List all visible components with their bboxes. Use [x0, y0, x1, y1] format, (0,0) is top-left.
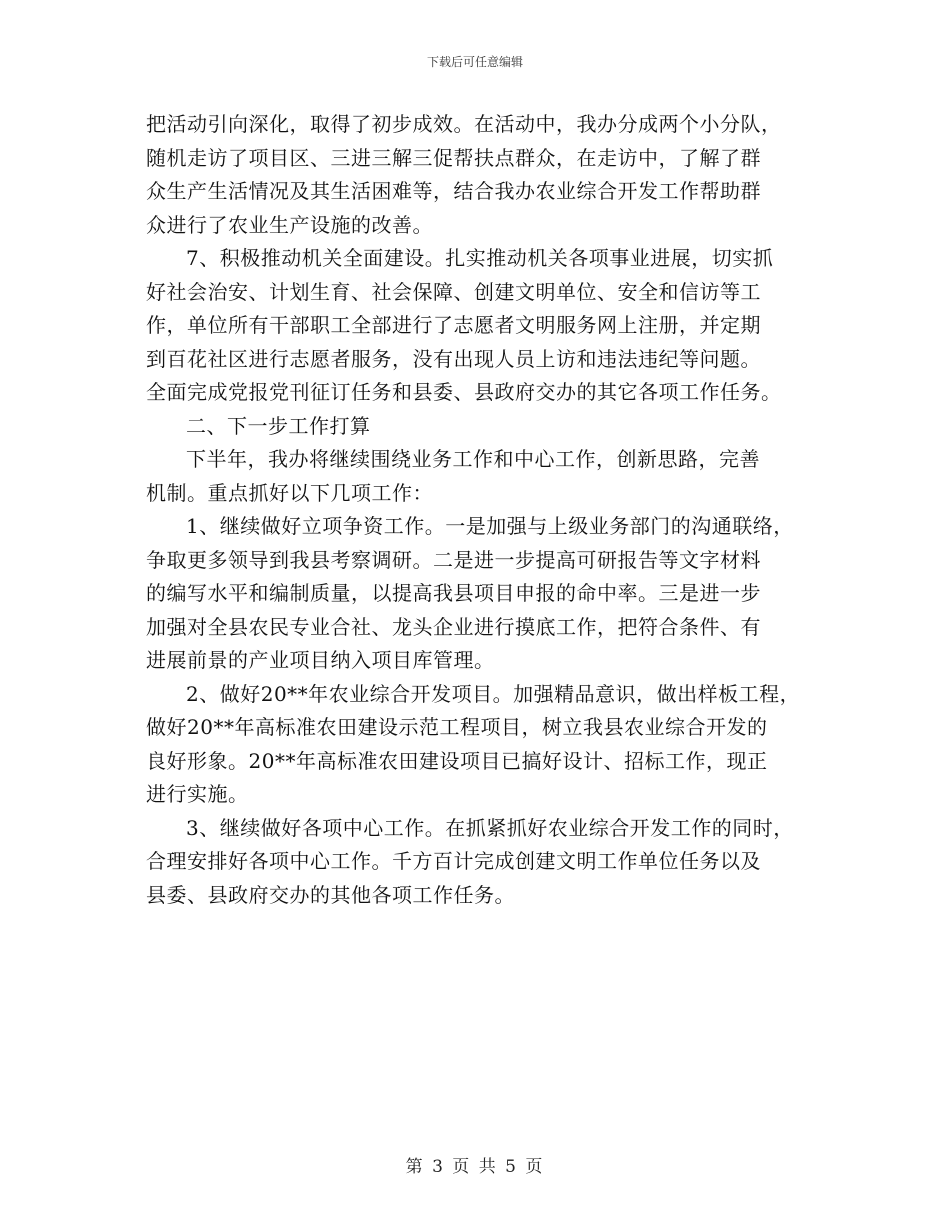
document-body — [146, 108, 836, 912]
text-line: 进行实施。 — [146, 782, 249, 806]
text-line: 进展前景的产业项目纳入项目库管理。 — [146, 648, 495, 672]
text-line: 7、积极推动机关全面建设。扎实推动机关各项事业进展，切实抓 — [186, 246, 774, 270]
text-line: 到百花社区进行志愿者服务，没有出现人员上访和违法违纪等问题。 — [146, 346, 761, 371]
text-line: 县委、县政府交办的其他各项工作任务。 — [146, 882, 515, 907]
text-line: 下半年，我办将继续围绕业务工作和中心工作，创新思路，完善 — [186, 447, 760, 471]
text-line: 的编写水平和编制质量，以提高我县项目申报的命中率。三是进一步 — [146, 581, 761, 605]
text-line: 好社会治安、计划生育、社会保障、创建文明单位、安全和信访等工 — [146, 279, 761, 304]
page-number-footer: 第 3 页 共 5 页 — [405, 1157, 545, 1177]
text-line: 众生产生活情况及其生活困难等，结合我办农业综合开发工作帮助群 — [146, 179, 761, 203]
text-line: 2、做好20**年农业综合开发项目。加强精品意识，做出样板工程， — [186, 681, 801, 706]
text-line: 做好20**年高标准农田建设示范工程项目，树立我县农业综合开发的 — [146, 715, 768, 739]
page-header-note: 下载后可任意编辑 — [426, 55, 523, 69]
text-line: 作，单位所有干部职工全部进行了志愿者文明服务网上注册，并定期 — [146, 313, 761, 337]
text-line: 合理安排好各项中心工作。千方百计完成创建文明工作单位任务以及 — [146, 849, 761, 873]
text-line: 众进行了农业生产设施的改善。 — [146, 212, 433, 237]
text-line: 把活动引向深化，取得了初步成效。在活动中，我办分成两个小分队， — [146, 112, 782, 136]
text-line: 1、继续做好立项争资工作。一是加强与上级业务部门的沟通联络， — [186, 514, 794, 538]
text-line: 争取更多领导到我县考察调研。二是进一步提高可研报告等文字材料 — [146, 547, 761, 572]
text-line: 随机走访了项目区、三进三解三促帮扶点群众，在走访中，了解了群 — [146, 145, 761, 170]
text-line: 全面完成党报党刊征订任务和县委、县政府交办的其它各项工作任务。 — [146, 380, 782, 404]
text-line: 机制。重点抓好以下几项工作： — [146, 480, 433, 505]
text-line: 3、继续做好各项中心工作。在抓紧抓好农业综合开发工作的同时， — [186, 815, 794, 840]
section-heading: 二、下一步工作打算 — [186, 413, 371, 438]
text-line: 加强对全县农民专业合社、龙头企业进行摸底工作，把符合条件、有 — [146, 614, 761, 639]
text-line: 良好形象。20**年高标准农田建设项目已搞好设计、招标工作，现正 — [146, 748, 768, 773]
